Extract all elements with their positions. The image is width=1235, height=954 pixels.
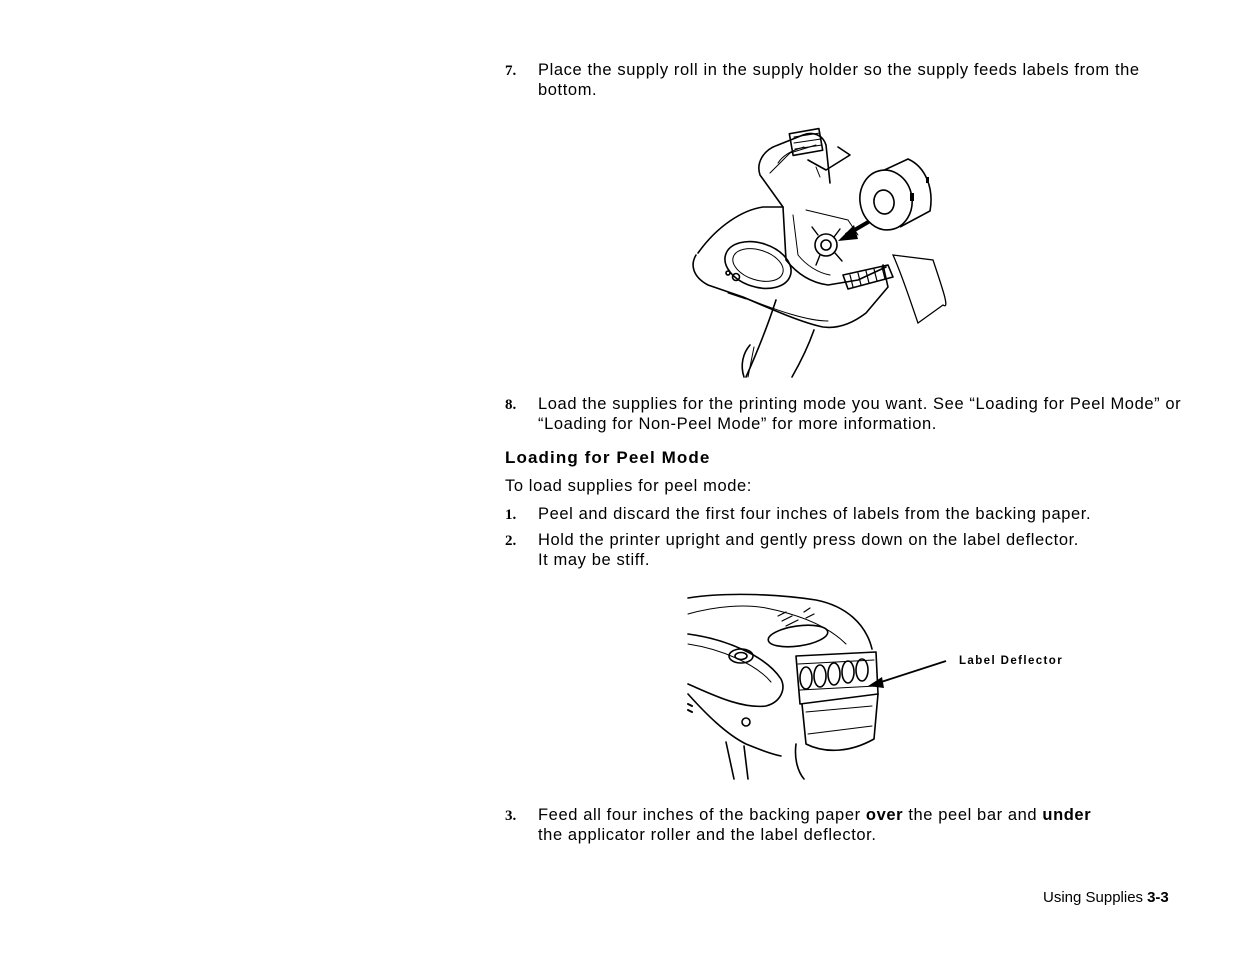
emphasis-over: over [865,806,904,824]
step-7 [505,60,1195,100]
peel-step-2 [505,530,1195,570]
step-text: Place the supply roll in the supply holder so the supply feeds labels from the bottom. [538,61,1140,99]
step-number: 1. [505,507,517,523]
emphasis-under: under [1042,806,1092,824]
step-text-mid: the peel bar and [903,806,1043,824]
callout-arrow [862,656,952,696]
step-text: Peel and discard the first four inches of labels from the backing paper. [538,505,1092,523]
peel-step-3 [505,805,1195,845]
page-footer [1043,889,1169,906]
page-number: 3-3 [1147,889,1169,906]
step-number: 3. [505,808,517,824]
step-text-line-1: Hold the printer upright and gently press down on the label deflector. [538,531,1079,549]
footer-section: Using Supplies [1043,889,1144,906]
section-heading: Loading for Peel Mode [505,448,711,467]
label-deflector-illustration [686,594,886,779]
step-text-pre: Feed all four inches of the backing paper [538,806,866,824]
peel-step-1 [505,504,1195,524]
step-text-post: the applicator roller and the label deflector. [538,826,877,844]
step-text: Load the supplies for the printing mode you want. See “Loading for Peel Mode” or “Loading for Non-Peel Mode” for more information. [538,395,1182,433]
step-8 [505,394,1195,434]
label-deflector-callout: Label Deflector [959,655,1064,667]
step-text-line-2: It may be stiff. [538,551,650,569]
step-number: 8. [505,397,517,413]
step-number: 2. [505,533,517,549]
step-number: 7. [505,63,517,79]
supply-roll-illustration [688,115,958,380]
section-intro: To load supplies for peel mode: [505,477,752,495]
